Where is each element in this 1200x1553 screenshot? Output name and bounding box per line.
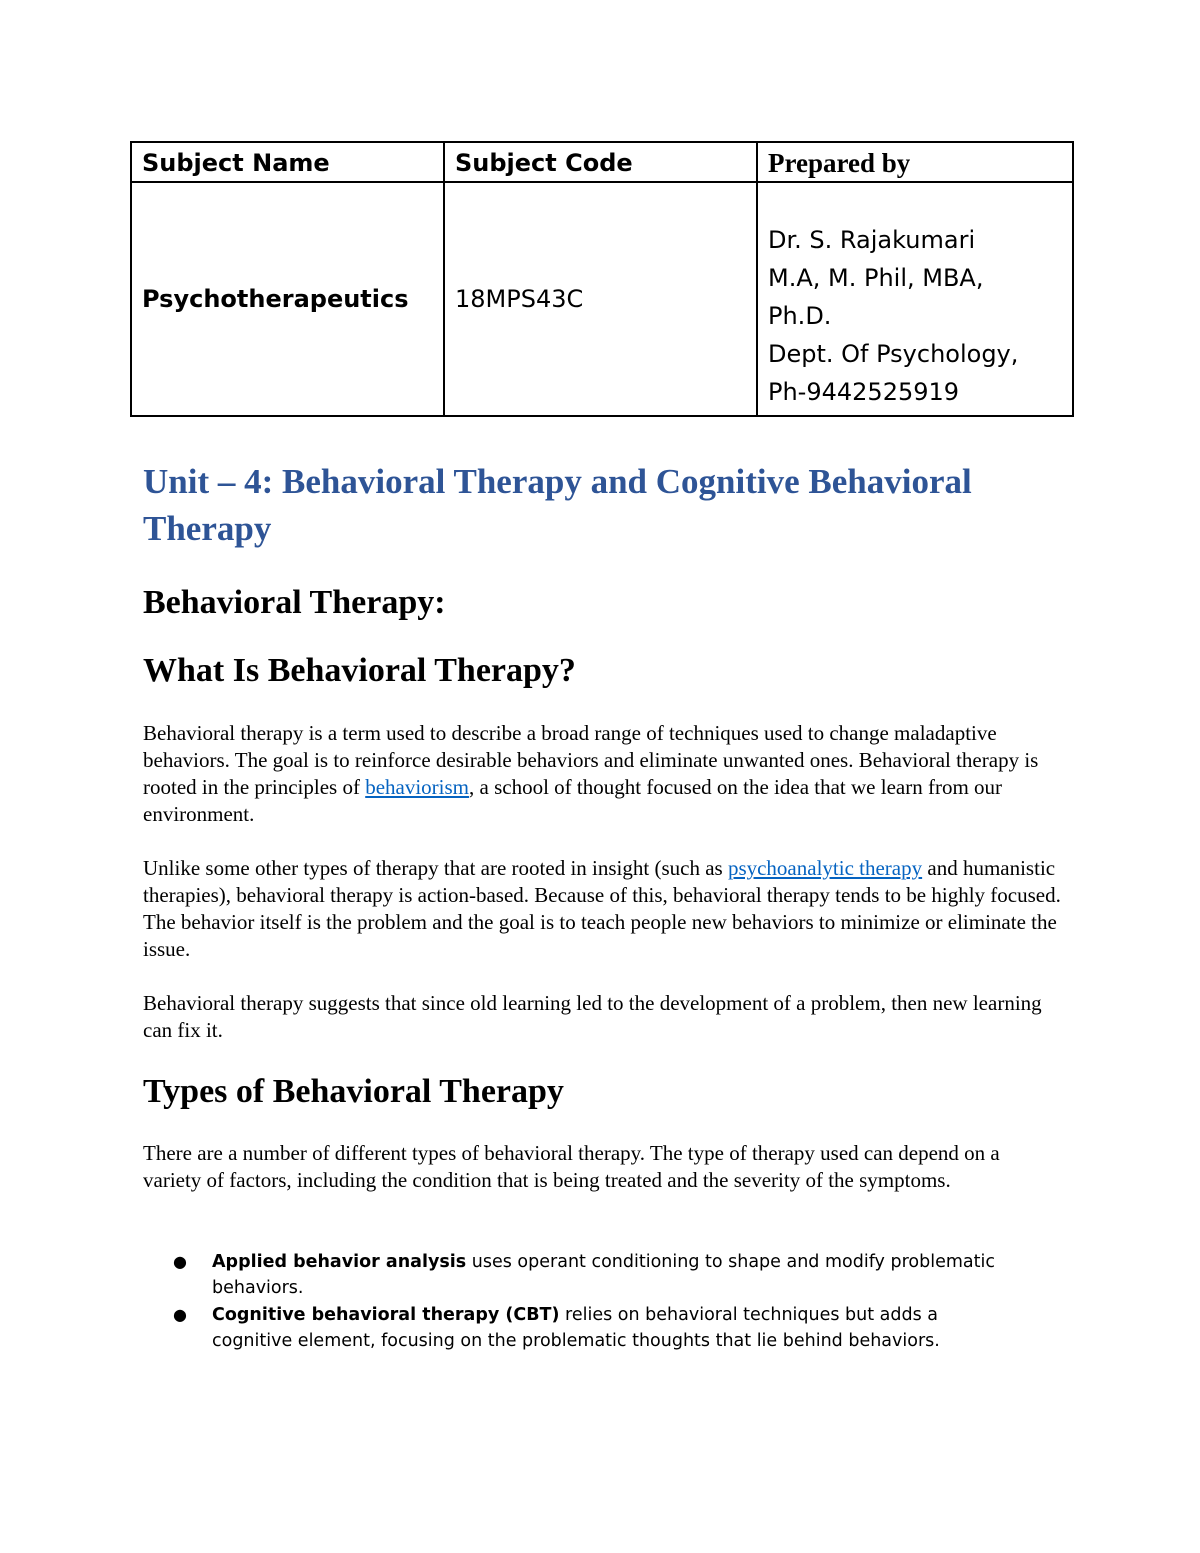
therapy-types-list xyxy=(143,1249,1023,1355)
paragraph-new-learning: Behavioral therapy suggests that since old learning led to the development of a problem, then new learning can fix it. xyxy=(143,991,1042,1042)
list-item-text: uses operant conditioning to shape and modify problematic behaviors. xyxy=(212,1252,995,1298)
paragraph-text: Unlike some other types of therapy that are rooted in insight (such as xyxy=(143,856,728,880)
list-item xyxy=(143,1249,1023,1301)
psychoanalytic-therapy-link[interactable]: psychoanalytic therapy xyxy=(727,856,923,880)
author-name: Dr. S. Rajakumari xyxy=(768,226,976,254)
table-row xyxy=(131,182,1073,416)
list-item xyxy=(143,1302,1023,1354)
header-subject-code: Subject Code xyxy=(444,142,757,182)
paragraph-types-intro: There are a number of different types of behavioral therapy. The type of therapy used can depend on a variety of factors, including the condition that is being treated and the severity of the symptoms. xyxy=(143,1141,1000,1192)
list-item-text: relies on behavioral techniques but adds a cognitive element, focusing on the problematic thoughts that lie behind behaviors. xyxy=(212,1305,940,1351)
bullet-icon: ● xyxy=(173,1305,187,1324)
header-subject-name: Subject Name xyxy=(131,142,444,182)
paragraph-text: Behavioral therapy is a term used to describe a broad range of techniques used to change maladaptive behaviors. The goal is to reinforce desirable behaviors and eliminate unwanted ones. Behavioral therapy is rooted in the principles of xyxy=(143,721,1039,799)
subject-info-table xyxy=(130,141,1074,417)
prepared-by-cell xyxy=(757,182,1073,416)
section-heading-what-is: What Is Behavioral Therapy? xyxy=(143,652,576,689)
subject-code-cell: 18MPS43C xyxy=(444,182,757,416)
author-department: Dept. Of Psychology, xyxy=(768,340,1019,368)
section-heading-types: Types of Behavioral Therapy xyxy=(143,1073,564,1110)
author-degree-phd: Ph.D. xyxy=(768,302,832,330)
list-item-term: Applied behavior analysis xyxy=(212,1252,467,1272)
section-heading-behavioral-therapy: Behavioral Therapy: xyxy=(143,584,446,621)
author-phone: Ph-9442525919 xyxy=(768,378,960,406)
paragraph-text: , a school of thought focused on the idea that we learn from our environment. xyxy=(143,775,1003,826)
behaviorism-link[interactable]: behaviorism xyxy=(365,775,470,799)
list-item-term: Cognitive behavioral therapy (CBT) xyxy=(212,1305,560,1325)
paragraph-action-based xyxy=(143,855,1063,963)
unit-title: Unit – 4: Behavioral Therapy and Cognitive Behavioral Therapy xyxy=(143,462,972,548)
header-prepared-by: Prepared by xyxy=(757,142,1073,182)
paragraph-definition xyxy=(143,720,1063,828)
author-degrees: M.A, M. Phil, MBA, xyxy=(768,264,984,292)
subject-name-cell: Psychotherapeutics xyxy=(131,182,444,416)
bullet-icon: ● xyxy=(173,1252,187,1271)
table-header-row xyxy=(131,142,1073,182)
paragraph-text: and humanistic therapies), behavioral therapy is action-based. Because of this, behavioral therapy tends to be highly focused. The behavior itself is the problem and the goal is to teach people new behaviors to minimize or eliminate the issue. xyxy=(143,856,1061,961)
